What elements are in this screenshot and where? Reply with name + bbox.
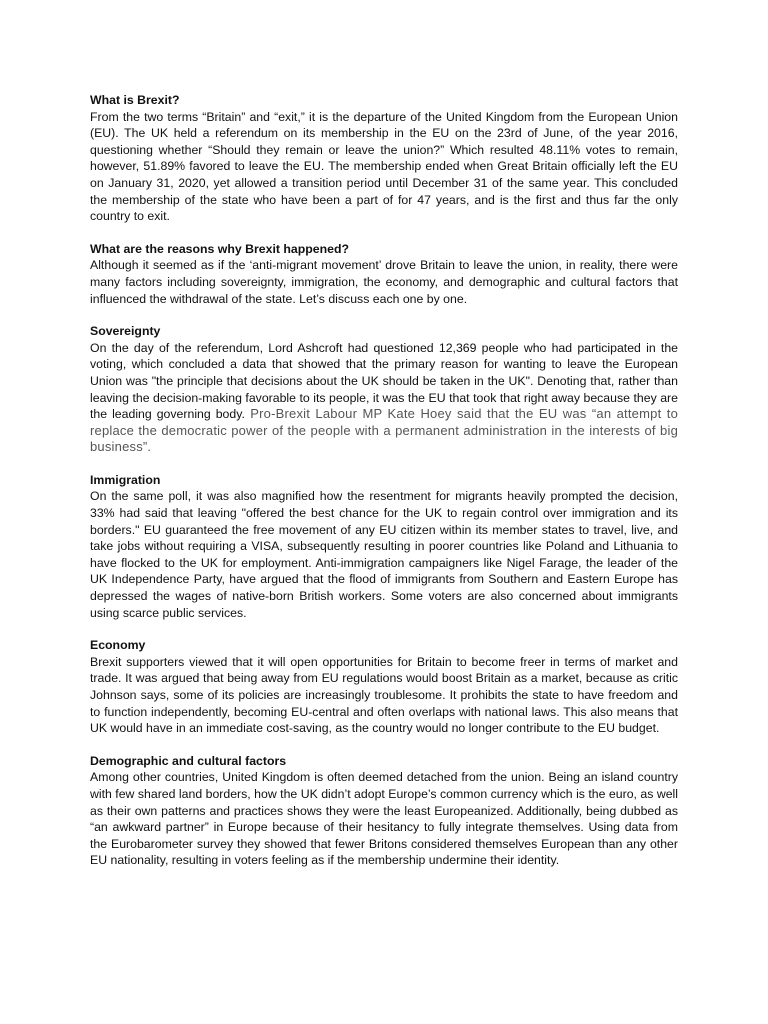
section-heading: What is Brexit? (90, 93, 180, 107)
section-body: From the two terms “Britain” and “exit,” it is the departure of the United Kingdom from the European Union (EU). The UK held a referendum on its membership in the EU on the 23rd of June, of the year 2016, questioning whether “Should they remain or leave the union?” Which resulted 48.11% votes to remain, however, 51.89% favored to leave the EU. The membership ended when Great Britain officially left the EU on January 31, 2020, yet allowed a transition period until December 31 of the same year. This concluded the membership of the state who have been a part of for 47 years, and is the first and thus far the only country to exit. (90, 109, 678, 224)
section-heading: What are the reasons why Brexit happened? (90, 241, 349, 256)
quote-text: Pro-Brexit Labour MP Kate Hoey said that the EU was “an attempt to replace the democratic power of the people with a permanent administration in the interests of big business”. (90, 406, 678, 455)
section-body: Among other countries, United Kingdom is often deemed detached from the union. Being an island country with few shared land borders, how the UK didn’t adopt Europe’s common currency which is the euro, as well as their own patterns and practices shows they were the least Europeanized. Additionally, being dubbed as “an awkward partner” in Europe because of their hesitancy to fully integrate themselves. Using data from the Eurobarometer survey they showed that fewer Britons considered themselves European than any other EU nationality, resulting in voters feeling as if the membership undermine their identity. (90, 770, 678, 868)
section-demographic (90, 753, 678, 869)
section-body (90, 340, 678, 456)
document-page (90, 92, 678, 885)
section-immigration (90, 472, 678, 621)
section-heading: Immigration (90, 472, 161, 487)
section-economy (90, 637, 678, 737)
section-body: Although it seemed as if the ‘anti-migrant movement’ drove Britain to leave the union, in reality, there were many factors including sovereignty, immigration, the economy, and demographic and cultural factors that influenced the withdrawal of the state. Let’s discuss each one by one. (90, 258, 678, 306)
section-what-is-brexit (90, 92, 678, 225)
section-heading: Economy (90, 638, 146, 653)
section-sovereignty (90, 323, 678, 456)
section-body: Brexit supporters viewed that it will open opportunities for Britain to become freer in terms of market and trade. It was argued that being away from EU regulations would boost Britain as a market, because as critic Johnson says, some of its policies are increasingly troublesome. It prohibits the state to have freedom and to function independently, becoming EU-central and often overlaps with national laws. This also means that UK would have in an immediate cost-saving, as the country would no longer contribute to the EU budget. (90, 654, 678, 736)
section-heading: Sovereignty (90, 324, 161, 339)
section-reasons (90, 241, 678, 307)
section-body: On the same poll, it was also magnified how the resentment for migrants heavily prompted the decision, 33% had said that leaving "offered the best chance for the UK to regain control over immigration and its borders." EU guaranteed the free movement of any EU citizen within its member states to travel, live, and take jobs without requiring a VISA, subsequently resulting in poorer countries like Poland and Lithuania to have flocked to the UK for employment. Anti-immigration campaigners like Nigel Farage, the leader of the UK Independence Party, have argued that the flood of immigrants from Southern and Eastern Europe has depressed the wages of native-born British workers. Some voters are also concerned about immigrants using scarce public services. (90, 489, 678, 620)
section-heading: Demographic and cultural factors (90, 753, 287, 768)
section-body-text: On the day of the referendum, Lord Ashcroft had questioned 12,369 people who had participated in the voting, which concluded a data that showed that the primary reason for wanting to leave the European Union was "the principle that decisions about the UK should be taken in the UK". Denoting that, rather than leaving the decision-making favorable to its people, it was the EU that took that right away because they are the leading governing body. (90, 340, 678, 422)
